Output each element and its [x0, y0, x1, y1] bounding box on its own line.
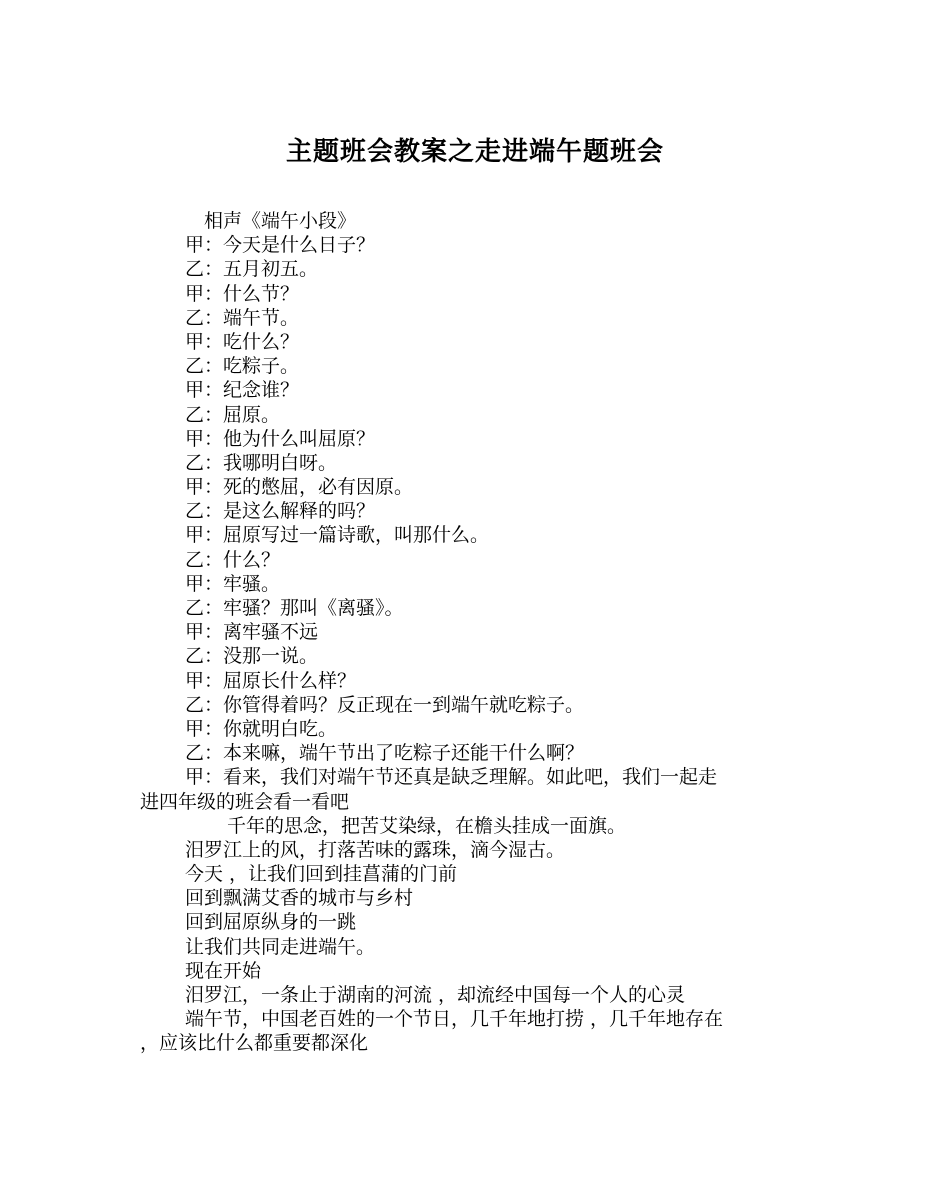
text-line: 甲：他为什么叫屈原？	[185, 427, 376, 450]
text-line: 甲：屈原长什么样？	[185, 669, 357, 692]
text-line: 甲：你就明白吃。	[185, 717, 338, 740]
text-line: 乙：吃粽子。	[185, 355, 300, 378]
text-line: 乙：你管得着吗？反正现在一到端午就吃粽子。	[185, 693, 585, 716]
text-line: 甲：今天是什么日子？	[185, 234, 376, 257]
text-line: 乙：本来嘛，端午节出了吃粽子还能干什么啊？	[185, 742, 585, 765]
text-line: 现在开始	[185, 959, 262, 982]
text-line: 乙：是这么解释的吗？	[185, 500, 376, 523]
text-line: 乙：我哪明白呀。	[185, 451, 338, 474]
text-line: 端午节，中国老百姓的一个节日，几千年地打捞 ，几千年地存在	[185, 1008, 724, 1031]
text-line: 乙：端午节。	[185, 306, 300, 329]
text-line: 甲：看来，我们对端午节还真是缺乏理解。如此吧，我们一起走	[185, 766, 718, 789]
text-line: 相声《端午小段》	[204, 210, 357, 232]
text-line: 甲：吃什么？	[185, 330, 300, 353]
text-line: 甲：屈原写过一篇诗歌，叫那什么。	[185, 524, 490, 547]
text-line: 汨罗江上的风，打落苦味的露珠，滴今湿古。	[185, 838, 566, 861]
document-body	[140, 209, 820, 1056]
text-line: 甲：牢骚。	[185, 572, 281, 595]
text-line: 让我们共同走进端午。	[185, 935, 376, 958]
text-line: 乙：什么？	[185, 548, 281, 571]
text-line: ，应该比什么都重要都深化	[140, 1032, 369, 1055]
text-line: 甲：纪念谁？	[185, 379, 300, 402]
text-line: 甲：什么节？	[185, 282, 300, 305]
text-line: 乙：屈原。	[185, 403, 281, 426]
text-line: 汨罗江，一条止于湖南的河流 ，却流经中国每一个人的心灵	[185, 984, 686, 1006]
text-line: 乙：没那一说。	[185, 645, 319, 668]
text-line: 甲：离牢骚不远	[185, 621, 319, 644]
document-title: 主题班会教案之走进端午题班会	[285, 137, 664, 167]
text-line: 乙：牢骚？那叫《离骚》。	[185, 597, 404, 619]
text-line: 回到飘满艾香的城市与乡村	[185, 887, 414, 910]
text-line: 甲：死的憋屈，必有因原。	[185, 476, 414, 499]
text-line: 乙：五月初五。	[185, 258, 319, 281]
text-line: 回到屈原纵身的一跳	[185, 911, 357, 934]
text-line: 今天 ，让我们回到挂菖蒲的门前	[185, 863, 458, 886]
text-line: 进四年级的班会看一看吧	[140, 790, 350, 813]
text-line: 千年的思念，把苦艾染绿，在檐头挂成一面旗。	[227, 814, 627, 837]
